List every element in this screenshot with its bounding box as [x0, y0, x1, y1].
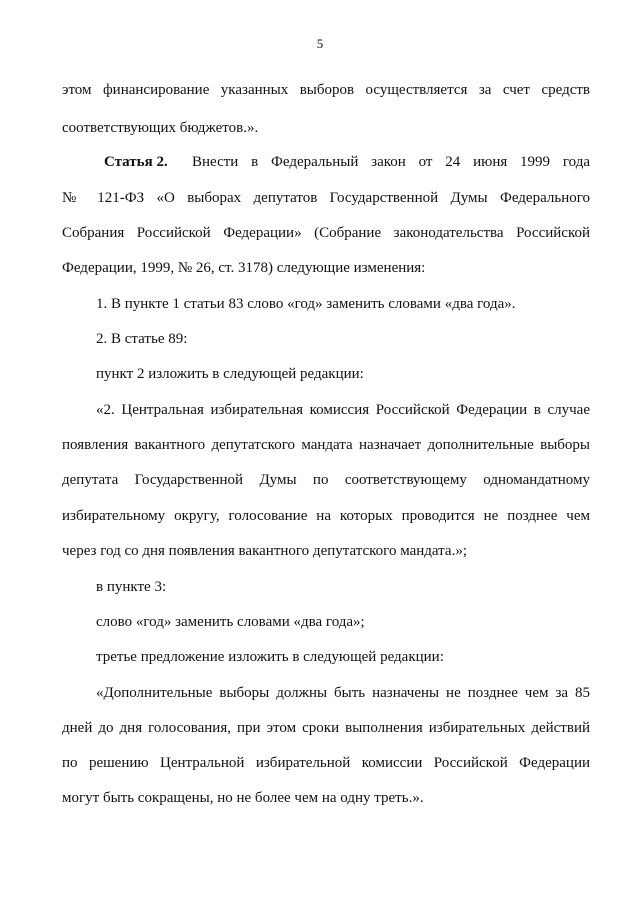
paragraph-line-3: № 121-ФЗ «О выборах депутатов Государственной Думы Федерального [62, 190, 590, 206]
article-intro-line: Внести в Федеральный закон от 24 июня 1999 года [192, 154, 590, 170]
list-item-1: 1. В пункте 1 статьи 83 слово «год» заменить словами «два года». [96, 296, 516, 312]
quote-line-3: депутата Государственной Думы по соответствующему одномандатному [62, 472, 590, 488]
quote2-line-4: могут быть сокращены, но не более чем на одну треть.». [62, 790, 424, 806]
list-item-3: в пункте 3: [96, 579, 167, 595]
quote-line-5: через год со дня появления вакантного депутатского мандата.»; [62, 543, 467, 559]
quote2-line-1: «Дополнительные выборы должны быть назначены не позднее чем за 85 [96, 685, 590, 701]
quote2-line-2: дней до дня голосования, при этом сроки выполнения избирательных действий [62, 720, 590, 736]
paragraph-line-2: соответствующих бюджетов.». [62, 120, 259, 136]
quote-line-1: «2. Центральная избирательная комиссия Российской Федерации в случае [96, 402, 590, 418]
paragraph-line-1: этом финансирование указанных выборов осуществляется за счет средств [62, 82, 590, 98]
list-item-4: слово «год» заменить словами «два года»; [96, 614, 365, 630]
article-heading: Статья 2. [104, 154, 168, 170]
quote2-line-3: по решению Центральной избирательной комиссии Российской Федерации [62, 755, 590, 771]
page-number: 5 [316, 36, 324, 51]
quote-line-4: избирательному округу, голосование на которых проводится не позднее чем [62, 508, 590, 524]
list-item-2: 2. В статье 89: [96, 331, 188, 347]
quote-line-2: появления вакантного депутатского мандата назначает дополнительные выборы [62, 437, 590, 453]
paragraph-line-5: Федерации, 1999, № 26, ст. 3178) следующие изменения: [62, 260, 426, 276]
list-item-text: пункт 2 изложить в следующей редакции: [96, 366, 364, 382]
list-item-5: третье предложение изложить в следующей редакции: [96, 649, 444, 665]
paragraph-line-4: Собрания Российской Федерации» (Собрание законодательства Российской [62, 225, 590, 241]
